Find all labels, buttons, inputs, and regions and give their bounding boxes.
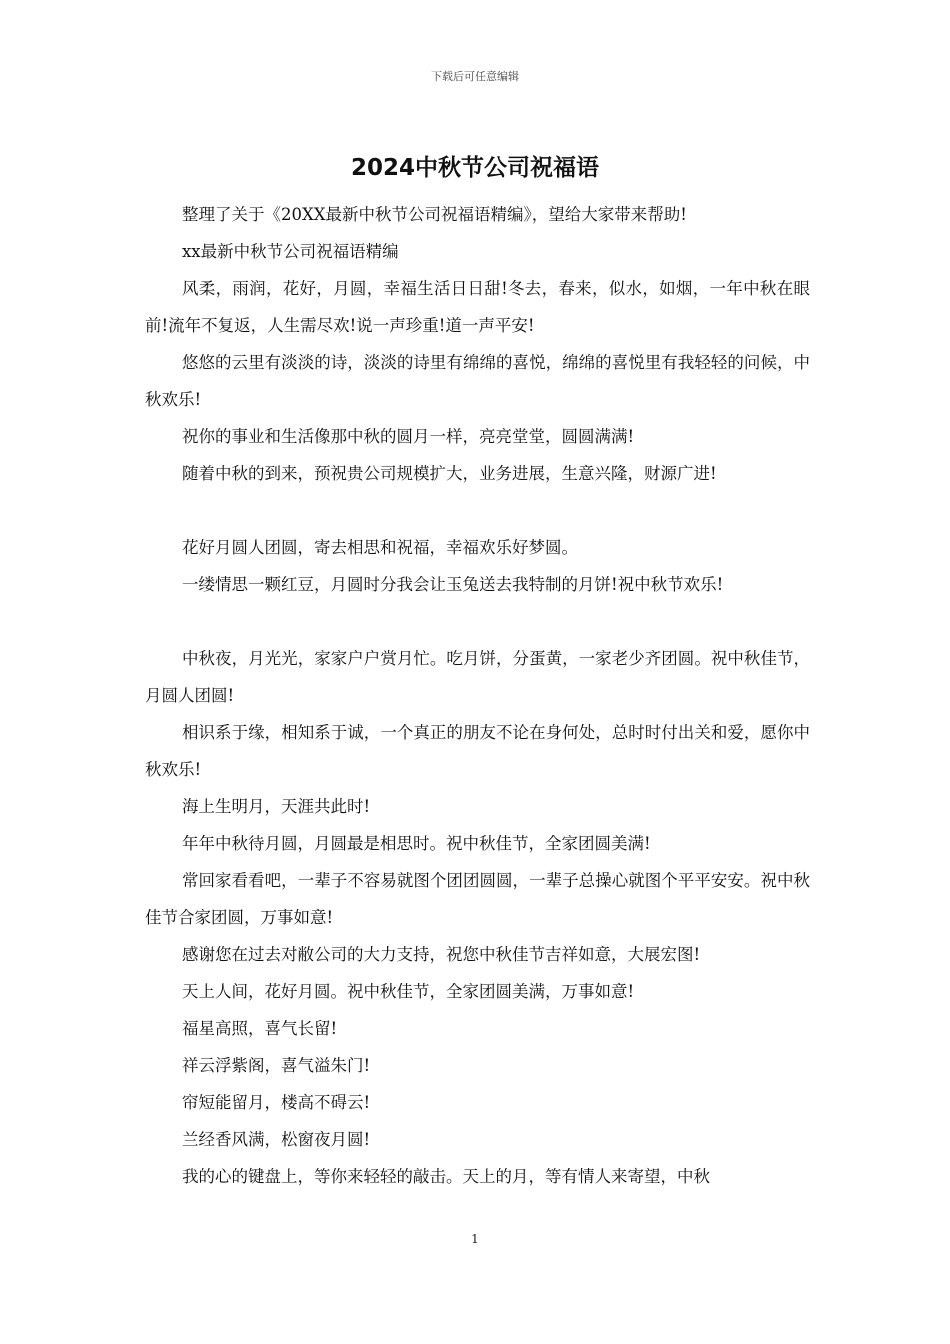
paragraph: 兰经香风满，松窗夜月圆! (182, 1130, 371, 1149)
paragraph: 感谢您在过去对敝公司的大力支持，祝您中秋佳节吉祥如意，大展宏图! (182, 945, 701, 964)
paragraph: 年年中秋待月圆，月圆最是相思时。祝中秋佳节，全家团圆美满! (182, 834, 651, 853)
document-body (145, 196, 810, 1195)
header-note: 下载后可任意编辑 (431, 70, 519, 83)
paragraph: 常回家看看吧，一辈子不容易就图个团团圆圆，一辈子总操心就图个平平安安。祝中秋佳节合家团圆，万事如意! (145, 871, 810, 927)
paragraph: 整理了关于《20XX最新中秋节公司祝福语精编》，望给大家带来帮助! (182, 205, 687, 224)
paragraph: 风柔，雨润，花好，月圆，幸福生活日日甜!冬去，春来，似水，如烟，一年中秋在眼前!流年不复返，人生需尽欢!说一声珍重!道一声平安! (145, 279, 810, 335)
paragraph: xx最新中秋节公司祝福语精编 (182, 242, 399, 261)
paragraph: 一缕情思一颗红豆，月圆时分我会让玉兔送去我特制的月饼!祝中秋节欢乐! (182, 575, 724, 594)
paragraph: 随着中秋的到来，预祝贵公司规模扩大，业务进展，生意兴隆，财源广进! (182, 464, 717, 483)
blank-line (145, 492, 810, 529)
page-number: 1 (471, 1232, 479, 1246)
paragraph: 中秋夜，月光光，家家户户赏月忙。吃月饼，分蛋黄，一家老少齐团圆。祝中秋佳节，月圆人团圆! (145, 649, 810, 705)
paragraph: 福星高照，喜气长留! (182, 1019, 338, 1038)
paragraph: 相识系于缘，相知系于诚，一个真正的朋友不论在身何处，总时时付出关和爱，愿你中秋欢乐! (145, 723, 810, 779)
document-title: 2024中秋节公司祝福语 (350, 155, 599, 181)
paragraph: 海上生明月，天涯共此时! (182, 797, 371, 816)
paragraph: 帘短能留月，楼高不碍云! (182, 1093, 371, 1112)
blank-line (145, 603, 810, 640)
paragraph: 祝你的事业和生活像那中秋的圆月一样，亮亮堂堂，圆圆满满! (182, 427, 635, 446)
paragraph: 我的心的键盘上，等你来轻轻的敲击。天上的月，等有情人来寄望，中秋 (182, 1167, 710, 1186)
paragraph: 悠悠的云里有淡淡的诗，淡淡的诗里有绵绵的喜悦，绵绵的喜悦里有我轻轻的问候，中秋欢乐! (145, 353, 810, 409)
paragraph: 花好月圆人团圆，寄去相思和祝福，幸福欢乐好梦圆。 (182, 538, 578, 557)
paragraph: 天上人间，花好月圆。祝中秋佳节，全家团圆美满，万事如意! (182, 982, 635, 1001)
paragraph: 祥云浮紫阁，喜气溢朱门! (182, 1056, 371, 1075)
